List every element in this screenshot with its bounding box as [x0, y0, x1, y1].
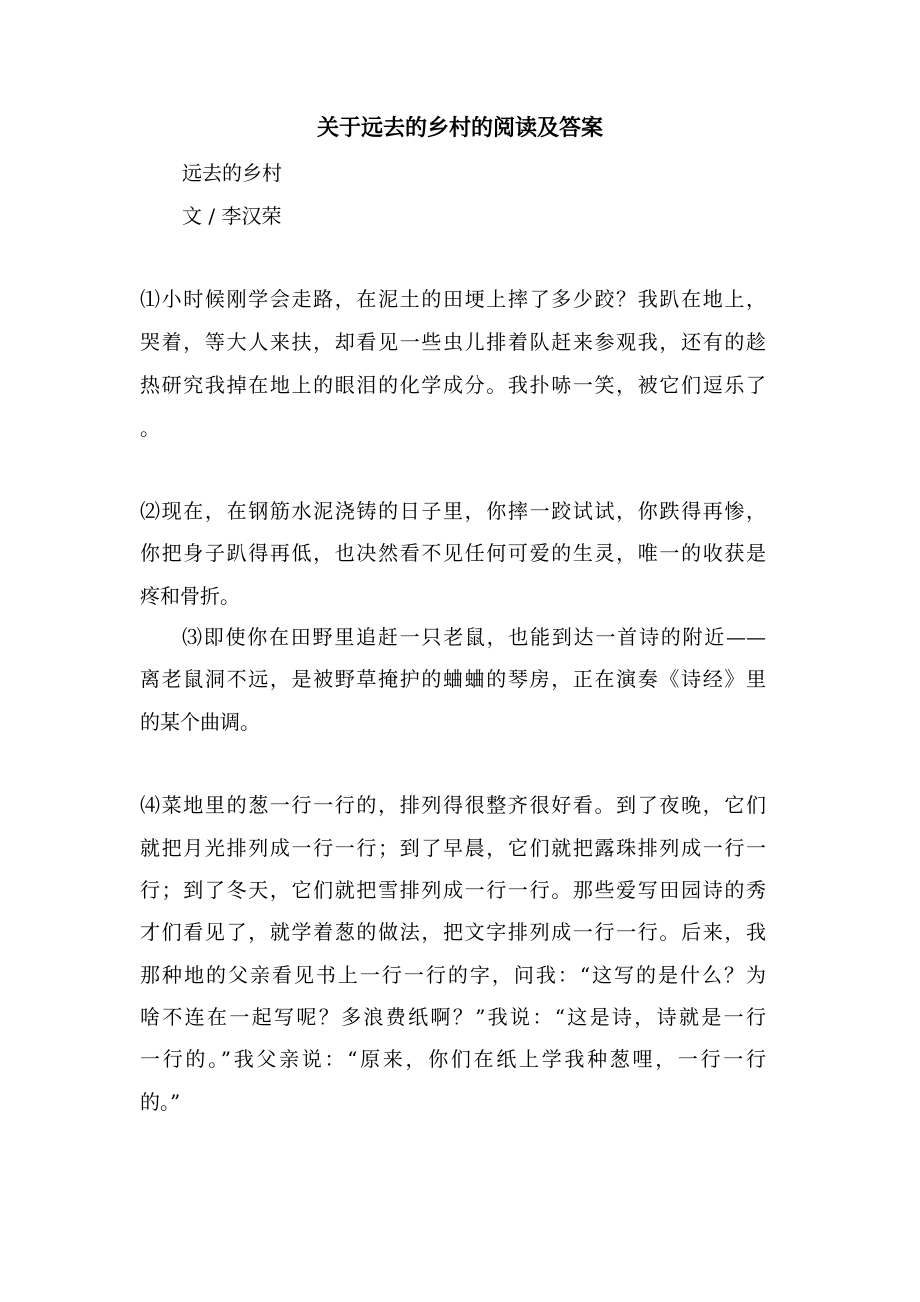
paragraph-line: 哭着，等大人来扶，却看见一些虫儿排着队赶来参观我，还有的趁 [140, 330, 766, 354]
paragraph-line: ⑵现在，在钢筋水泥浇铸的日子里，你摔一跤试试，你跌得再惨， [140, 499, 766, 523]
paragraph-line: 的某个曲调。 [140, 710, 260, 734]
paragraph-line: 。 [140, 416, 160, 440]
paragraph-line: 啥不连在一起写呢？多浪费纸啊？”我说：“这是诗，诗就是一行 [140, 1005, 766, 1029]
paragraph-line: 热研究我掉在地上的眼泪的化学成分。我扑哧一笑，被它们逗乐了 [140, 373, 766, 397]
byline: 文 / 李汉荣 [182, 204, 282, 228]
paragraph-line: 离老鼠洞不远，是被野草掩护的蛐蛐的琴房，正在演奏《诗经》里 [140, 667, 766, 691]
paragraph-line: 一行的。”我父亲说：“原来，你们在纸上学我种葱哩，一行一行 [140, 1047, 766, 1071]
document-title: 关于远去的乡村的阅读及答案 [316, 115, 603, 141]
paragraph-line: 的。” [140, 1090, 181, 1114]
paragraph-line: ⑶即使你在田野里追赶一只老鼠，也能到达一首诗的附近—— [182, 625, 766, 649]
paragraph-line: 才们看见了，就学着葱的做法，把文字排列成一行一行。后来，我 [140, 920, 766, 944]
paragraph-line: ⑷菜地里的葱一行一行的，排列得很整齐很好看。到了夜晚，它们 [140, 793, 766, 817]
paragraph-line: 你把身子趴得再低，也决然看不见任何可爱的生灵，唯一的收获是 [140, 541, 766, 565]
paragraph-line: 行；到了冬天，它们就把雪排列成一行一行。那些爱写田园诗的秀 [140, 878, 766, 902]
paragraph-line: 那种地的父亲看见书上一行一行的字，问我：“这写的是什么？为 [140, 963, 766, 987]
article-title: 远去的乡村 [182, 161, 282, 185]
paragraph-line: 疼和骨折。 [140, 584, 240, 608]
paragraph-line: 就把月光排列成一行一行；到了早晨，它们就把露珠排列成一行一 [140, 836, 766, 860]
paragraph-line: ⑴小时候刚学会走路，在泥土的田埂上摔了多少跤？我趴在地上， [140, 287, 766, 311]
